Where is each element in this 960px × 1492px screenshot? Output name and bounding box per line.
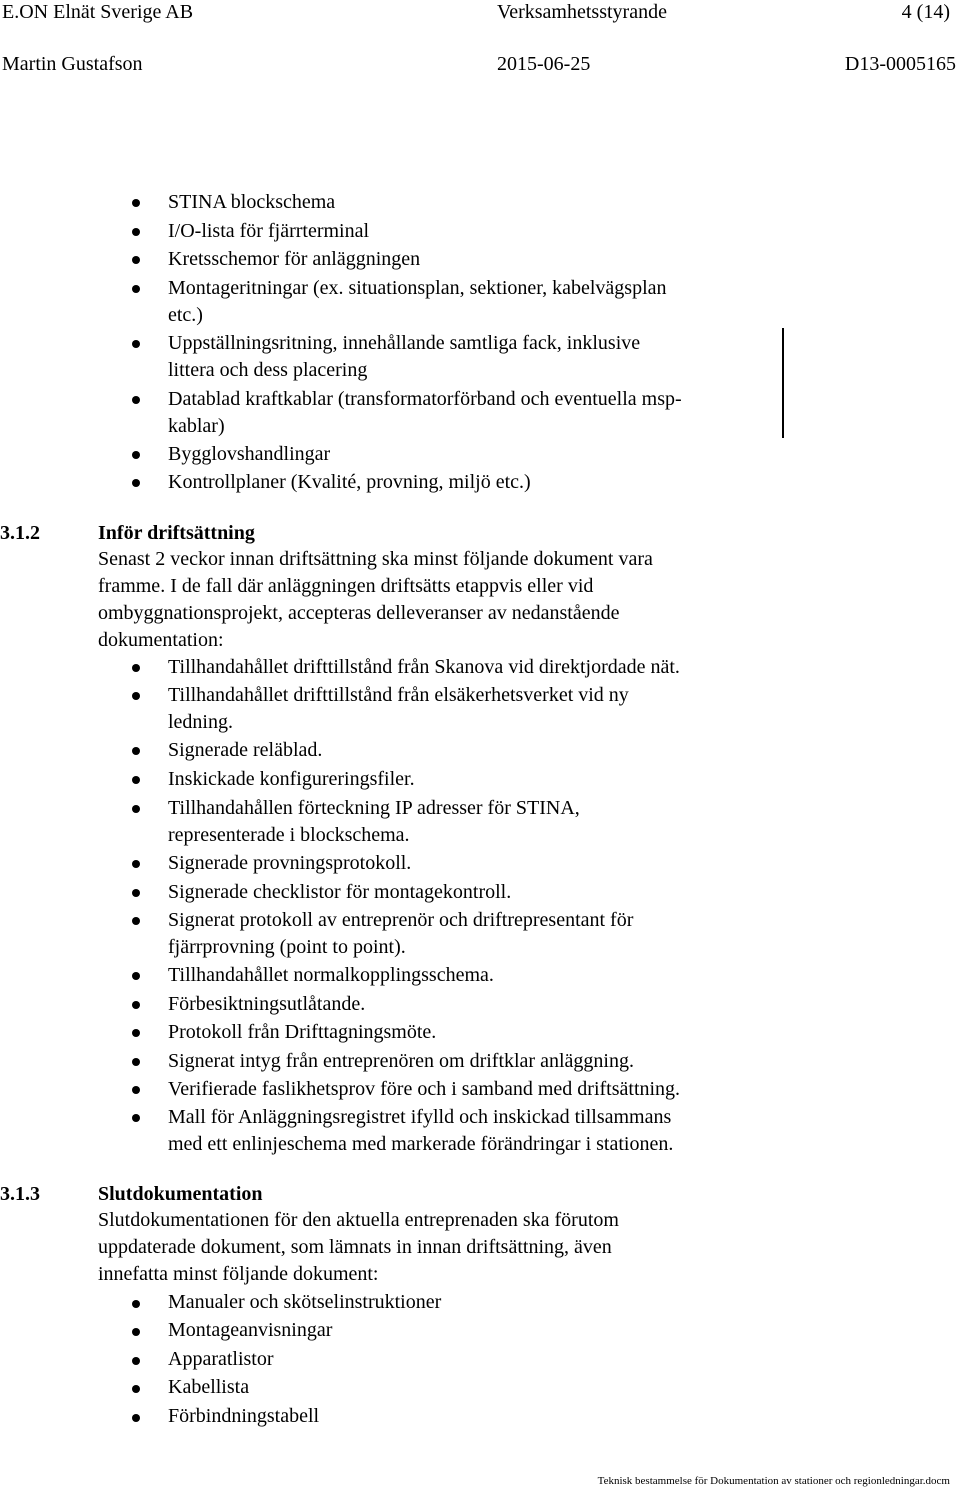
list-item: STINA blockschema [168,191,336,213]
department: Verksamhetsstyrande [497,1,667,23]
bullet [132,776,140,784]
list-item: Tillhandahållen förteckning IP adresser för STINA, [168,797,580,819]
paragraph-line: Slutdokumentationen för den aktuella entreprenaden ska förutom [98,1209,619,1231]
bullet [132,1414,140,1422]
list-item: Inskickade konfigureringsfiler. [168,768,415,790]
list-item: Montageritningar (ex. situationsplan, sektioner, kabelvägsplan [168,277,667,299]
list-item: Protokoll från Drifttagningsmöte. [168,1021,437,1043]
bullet [132,1385,140,1393]
list-item: Signerade checklistor för montagekontroll. [168,881,512,903]
list-item-continuation: littera och dess placering [168,359,368,381]
bullet [132,889,140,897]
bullet [132,664,140,672]
author: Martin Gustafson [2,53,143,75]
bullet [132,1001,140,1009]
company-name: E.ON Elnät Sverige AB [2,1,194,23]
list-item-continuation: med ett enlinjeschema med markerade förändringar i stationen. [168,1133,674,1155]
bullet [132,256,140,264]
bullet [132,340,140,348]
bullet [132,451,140,459]
list-item: Montageanvisningar [168,1319,333,1341]
paragraph-line: Senast 2 veckor innan driftsättning ska minst följande dokument vara [98,548,653,570]
paragraph-line: uppdaterade dokument, som lämnats in innan driftsättning, även [98,1236,612,1258]
list-item-continuation: etc.) [168,304,203,326]
page-number: 4 (14) [901,1,950,23]
list-item-continuation: ledning. [168,711,233,733]
list-item: Apparatlistor [168,1348,274,1370]
bullet [132,1086,140,1094]
document-date: 2015-06-25 [497,53,591,75]
list-item: Verifierade faslikhetsprov före och i samband med driftsättning. [168,1078,681,1100]
section-title: Slutdokumentation [98,1183,263,1205]
list-item: Datablad kraftkablar (transformatorförband och eventuella msp- [168,388,682,410]
bullet [132,228,140,236]
list-item: Signerat intyg från entreprenören om driftklar anläggning. [168,1050,634,1072]
section-number: 3.1.2 [0,522,40,544]
paragraph-line: dokumentation: [98,629,224,651]
bullet [132,1300,140,1308]
bullet [132,479,140,487]
list-item-continuation: kablar) [168,415,225,437]
bullet [132,917,140,925]
paragraph-line: framme. I de fall där anläggningen driftsätts etappvis eller vid [98,575,594,597]
bullet [132,396,140,404]
list-item: Kretsschemor för anläggningen [168,248,421,270]
document-id: D13-0005165 [844,53,956,75]
bullet [132,972,140,980]
bullet [132,285,140,293]
bullet [132,1114,140,1122]
bullet [132,1029,140,1037]
list-item: Uppställningsritning, innehållande samtliga fack, inklusive [168,332,641,354]
list-item: Förbindningstabell [168,1405,320,1427]
list-item: I/O-lista för fjärrterminal [168,220,370,242]
list-item: Tillhandahållet drifttillstånd från elsäkerhetsverket vid ny [168,684,629,706]
bullet [132,692,140,700]
bullet [132,1328,140,1336]
list-item: Signerat protokoll av entreprenör och driftrepresentant för [168,909,634,931]
list-item: Tillhandahållet drifttillstånd från Skanova vid direktjordade nät. [168,656,680,678]
bullet [132,1357,140,1365]
bullet [132,199,140,207]
section-number: 3.1.3 [0,1183,40,1205]
list-item: Bygglovshandlingar [168,443,331,465]
revision-change-bar [782,328,784,438]
bullet [132,805,140,813]
list-item-continuation: fjärrprovning (point to point). [168,936,406,958]
list-item: Signerade reläblad. [168,739,323,761]
section-title: Inför driftsättning [98,522,255,544]
list-item: Förbesiktningsutlåtande. [168,993,366,1015]
list-item: Mall för Anläggningsregistret ifylld och inskickad tillsammans [168,1106,672,1128]
bullet [132,860,140,868]
list-item-continuation: representerade i blockschema. [168,824,410,846]
list-item: Signerade provningsprotokoll. [168,852,412,874]
list-item: Manualer och skötselinstruktioner [168,1291,442,1313]
bullet [132,1058,140,1066]
list-item: Tillhandahållet normalkopplingsschema. [168,964,494,986]
list-item: Kabellista [168,1376,250,1398]
list-item: Kontrollplaner (Kvalité, provning, miljö etc.) [168,471,531,493]
bullet [132,747,140,755]
paragraph-line: innefatta minst följande dokument: [98,1263,379,1285]
paragraph-line: ombyggnationsprojekt, accepteras delleveranser av nedanstående [98,602,620,624]
footer-filename: Teknisk bestammelse för Dokumentation av stationer och regionledningar.docm [597,1475,950,1487]
